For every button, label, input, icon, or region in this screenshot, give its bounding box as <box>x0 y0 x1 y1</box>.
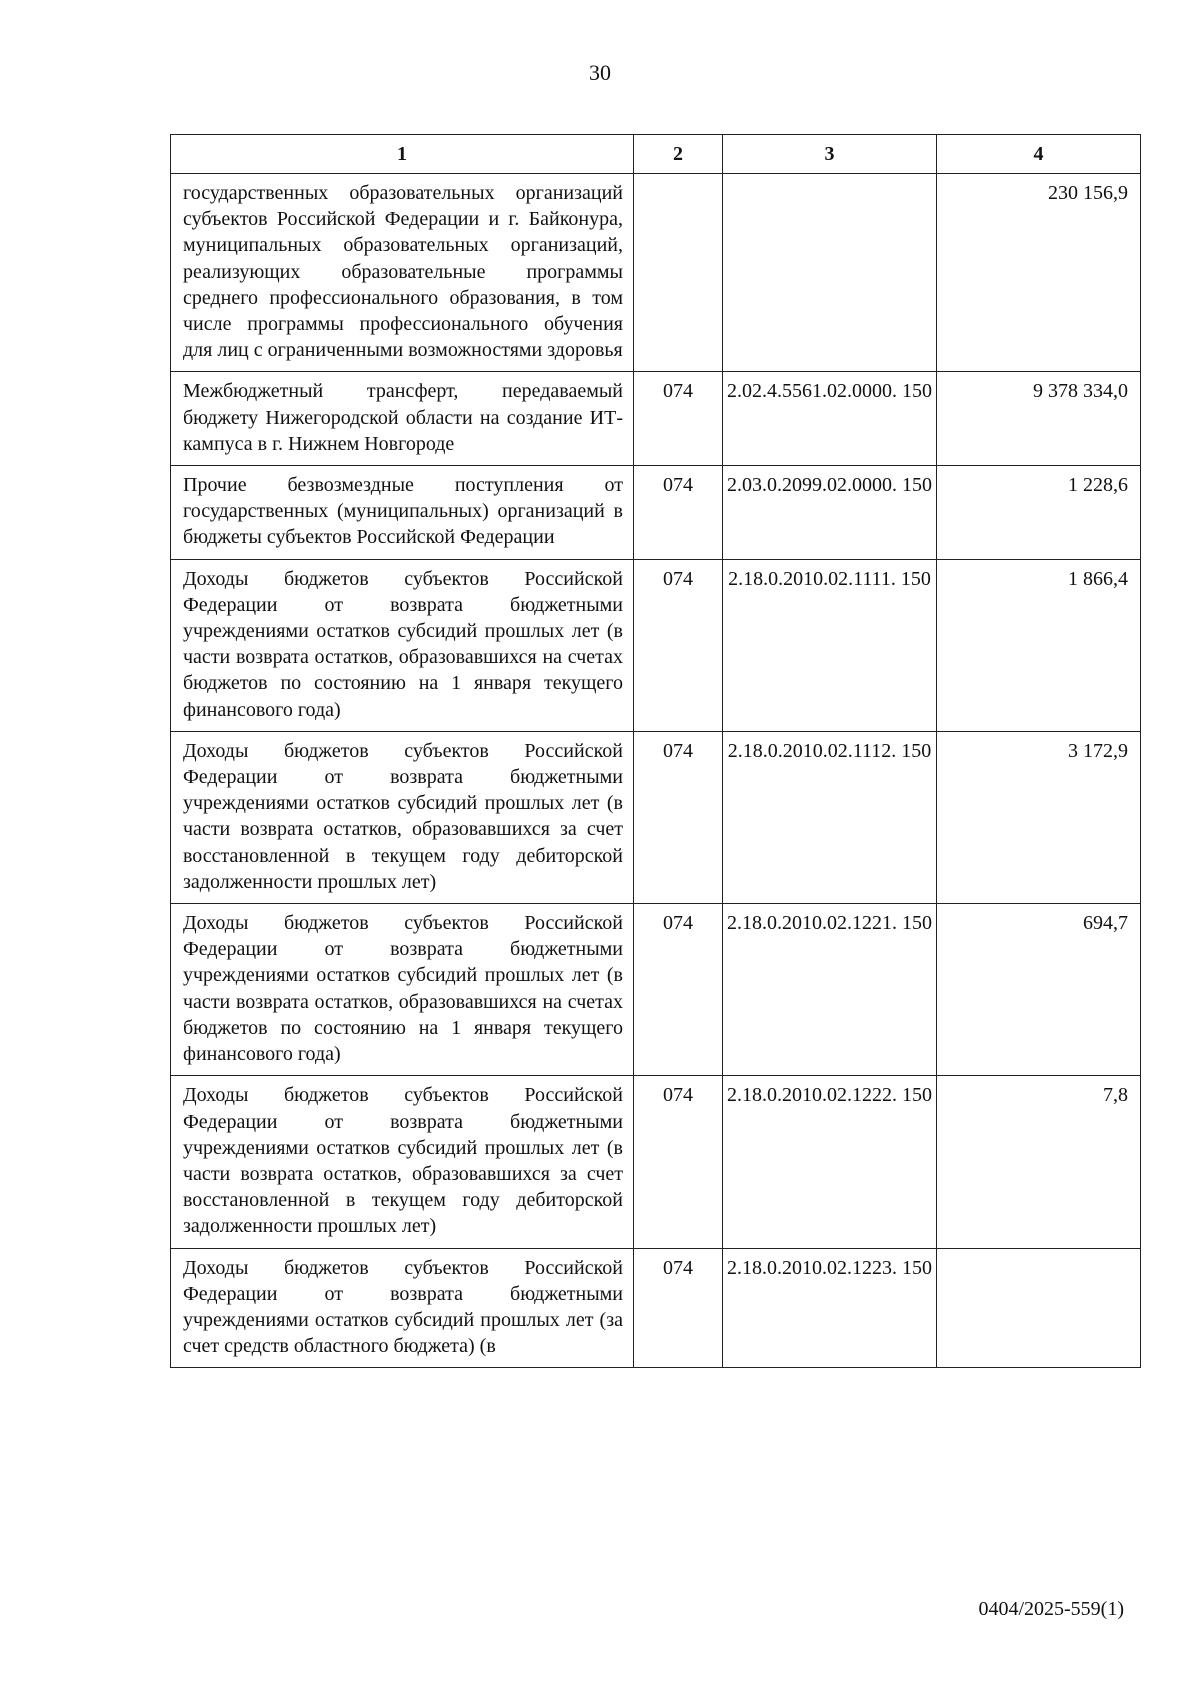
header-col-2: 2 <box>634 135 723 174</box>
row-amount: 1 866,4 <box>937 559 1141 731</box>
row-admin-code: 074 <box>634 559 723 731</box>
table-header <box>171 135 1141 174</box>
row-amount: 3 172,9 <box>937 731 1141 903</box>
header-col-1: 1 <box>171 135 634 174</box>
row-description: государственных образовательных организаций субъектов Российской Федерации и г. Байконура, муниципальных образовательных организаций, реализующих образовательные программы среднего профессионального образования, в том числе программы профессионального обучения для лиц с ограниченными возможностями здоровья <box>171 174 634 372</box>
row-amount: 7,8 <box>937 1076 1141 1248</box>
table-row <box>171 1248 1141 1368</box>
row-amount: 1 228,6 <box>937 466 1141 560</box>
table-row <box>171 174 1141 372</box>
table-body <box>171 174 1141 1368</box>
row-budget-code: 2.18.0.2010.02.1222. 150 <box>723 1076 937 1248</box>
row-admin-code: 074 <box>634 904 723 1076</box>
header-row <box>171 135 1141 174</box>
row-admin-code: 074 <box>634 466 723 560</box>
row-description: Доходы бюджетов субъектов Российской Федерации от возврата бюджетными учреждениями остатков субсидий прошлых лет (за счет средств областного бюджета) (в <box>171 1248 634 1368</box>
table-row <box>171 372 1141 466</box>
row-description: Межбюджетный трансферт, передаваемый бюджету Нижегородской области на создание ИТ-кампуса в г. Нижнем Новгороде <box>171 372 634 466</box>
row-budget-code: 2.18.0.2010.02.1112. 150 <box>723 731 937 903</box>
row-admin-code: 074 <box>634 731 723 903</box>
row-description: Прочие безвозмездные поступления от государственных (муниципальных) организаций в бюджеты субъектов Российской Федерации <box>171 466 634 560</box>
row-admin-code: 074 <box>634 1248 723 1368</box>
header-col-4: 4 <box>937 135 1141 174</box>
header-col-3: 3 <box>723 135 937 174</box>
revenue-table <box>170 134 1141 1368</box>
row-budget-code: 2.03.0.2099.02.0000. 150 <box>723 466 937 560</box>
row-budget-code: 2.18.0.2010.02.1111. 150 <box>723 559 937 731</box>
table-row <box>171 731 1141 903</box>
row-admin-code: 074 <box>634 1076 723 1248</box>
row-amount: 230 156,9 <box>937 174 1141 372</box>
row-description: Доходы бюджетов субъектов Российской Федерации от возврата бюджетными учреждениями остатков субсидий прошлых лет (в части возврата остатков, образовавшихся за счет восстановленной в текущем году дебиторской задолженности прошлых лет) <box>171 731 634 903</box>
table-row <box>171 466 1141 560</box>
table-row <box>171 1076 1141 1248</box>
table-row <box>171 904 1141 1076</box>
document-registration-number: 0404/2025-559(1) <box>978 1598 1124 1620</box>
row-description: Доходы бюджетов субъектов Российской Федерации от возврата бюджетными учреждениями остатков субсидий прошлых лет (в части возврата остатков, образовавшихся на счетах бюджетов по состоянию на 1 января текущего финансового года) <box>171 904 634 1076</box>
row-budget-code: 2.18.0.2010.02.1223. 150 <box>723 1248 937 1368</box>
row-amount: 9 378 334,0 <box>937 372 1141 466</box>
page-number: 30 <box>589 60 611 85</box>
row-budget-code: 2.18.0.2010.02.1221. 150 <box>723 904 937 1076</box>
row-admin-code <box>634 174 723 372</box>
row-description: Доходы бюджетов субъектов Российской Федерации от возврата бюджетными учреждениями остатков субсидий прошлых лет (в части возврата остатков, образовавшихся за счет восстановленной в текущем году дебиторской задолженности прошлых лет) <box>171 1076 634 1248</box>
table-row <box>171 559 1141 731</box>
row-amount <box>937 1248 1141 1368</box>
row-budget-code <box>723 174 937 372</box>
row-amount: 694,7 <box>937 904 1141 1076</box>
row-admin-code: 074 <box>634 372 723 466</box>
row-budget-code: 2.02.4.5561.02.0000. 150 <box>723 372 937 466</box>
row-description: Доходы бюджетов субъектов Российской Федерации от возврата бюджетными учреждениями остатков субсидий прошлых лет (в части возврата остатков, образовавшихся на счетах бюджетов по состоянию на 1 января текущего финансового года) <box>171 559 634 731</box>
